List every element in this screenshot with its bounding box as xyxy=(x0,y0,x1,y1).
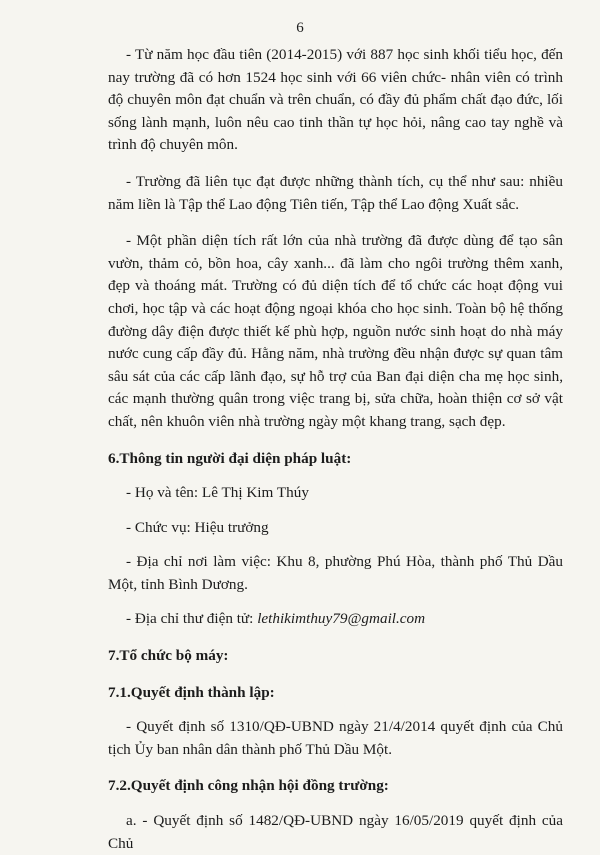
paragraph-facilities: - Một phần diện tích rất lớn của nhà trường đã được dùng để tạo sân vườn, thảm cỏ, bồn hoa, cây xanh... đã làm cho ngôi trường thêm xanh, đẹp và thoáng mát. Trường có đủ diện tích để tổ chức các hoạt động vui chơi, học tập và các hoạt động ngoại khóa cho học sinh. Toàn bộ hệ thống đường dây điện được thiết kế phù hợp, nguồn nước sinh hoạt do nhà máy nước cung cấp đầy đủ. Hằng năm, nhà trường đều nhận được sự quan tâm sâu sát của các cấp lãnh đạo, sự hỗ trợ của Ban đại diện cha mẹ học sinh, các mạnh thường quân trong việc trang bị, sửa chữa, hoàn thiện cơ sở vật chất, nên khuôn viên nhà trường ngày một khang trang, sạch đẹp. xyxy=(108,232,563,430)
representative-position: - Chức vụ: Hiệu trưởng xyxy=(126,518,269,536)
representative-name: - Họ và tên: Lê Thị Kim Thúy xyxy=(126,484,309,502)
section-7-heading: 7.Tổ chức bộ máy: xyxy=(108,647,229,665)
section-7-1-heading: 7.1.Quyết định thành lập: xyxy=(108,683,275,701)
email-address: lethikimthuy79@gmail.com xyxy=(257,610,426,628)
representative-address: - Địa chỉ nơi làm việc: Khu 8, phường Phú Hòa, thành phố Thủ Dầu Một, tỉnh Bình Dương. xyxy=(108,553,563,593)
representative-email xyxy=(108,608,563,631)
paragraph-achievements: - Trường đã liên tục đạt được những thành tích, cụ thể như sau: nhiều năm liền là Tập thể Lao động Tiên tiến, Tập thể Lao động Xuất sắc. xyxy=(108,172,563,213)
paragraph-students-staff: - Từ năm học đầu tiên (2014-2015) với 887 học sinh khối tiểu học, đến nay trường đã có hơn 1524 học sinh với 66 viên chức- nhân viên có trình độ chuyên môn đạt chuẩn và trên chuẩn, có đầy đủ phẩm chất đạo đức, lối sống lành mạnh, luôn nêu cao tinh thần tự học hỏi, nâng cao tay nghề và trình độ chuyên môn. xyxy=(108,46,563,154)
email-label: - Địa chỉ thư điện tử: xyxy=(126,610,258,628)
page-number: 6 xyxy=(296,20,304,36)
section-7-2-heading: 7.2.Quyết định công nhận hội đồng trường: xyxy=(108,777,389,795)
document-body xyxy=(108,44,563,855)
council-decision: a. - Quyết định số 1482/QĐ-UBND ngày 16/05/2019 quyết định của Chủ xyxy=(108,812,563,852)
section-6-heading: 6.Thông tin người đại diện pháp luật: xyxy=(108,449,352,467)
establishment-decision: - Quyết định số 1310/QĐ-UBND ngày 21/4/2014 quyết định của Chủ tịch Ủy ban nhân dân thành phố Thủ Dầu Một. xyxy=(108,718,563,758)
